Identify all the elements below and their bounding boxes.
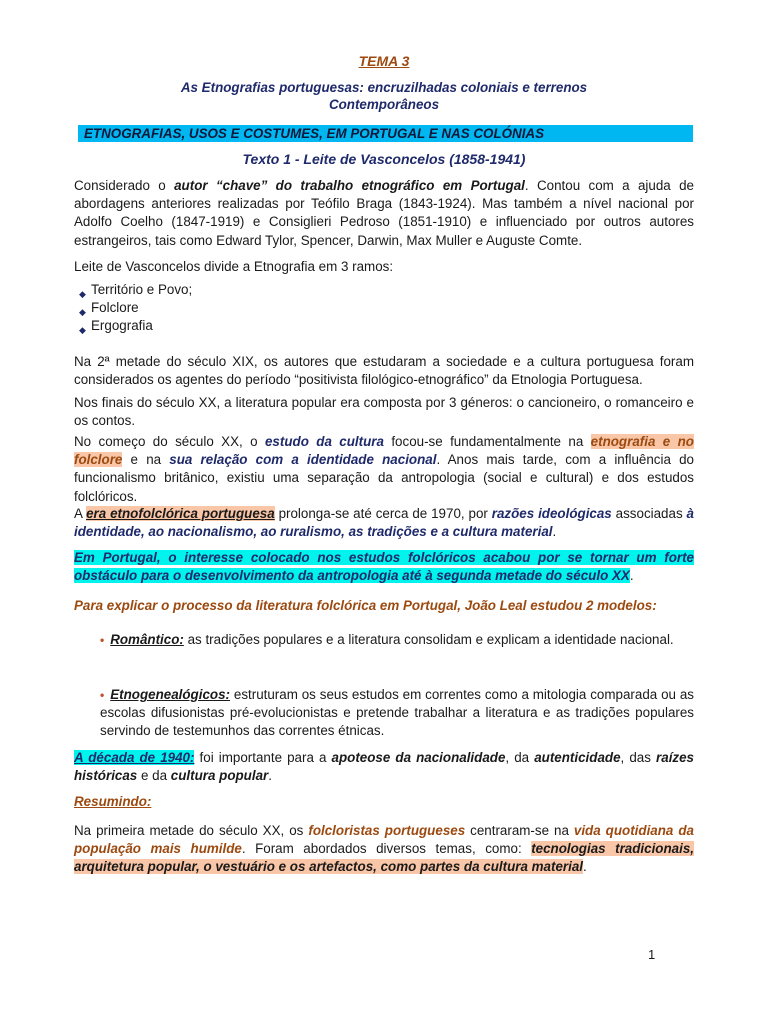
p5-text-a: No começo do século XX, o: [74, 434, 265, 449]
p10-folcloristas: folcloristas portugueses: [308, 823, 466, 838]
p9-cultura-popular: cultura popular: [170, 768, 269, 784]
ramo-label: Folclore: [91, 300, 139, 316]
p10-temas: tecnologias tradicionais, arquitetura popular, o vestuário e os artefactos, como partes da cultura material: [74, 841, 694, 875]
model1-term: Romântico:: [110, 632, 184, 647]
p5-text-e: e na: [122, 452, 170, 468]
p6-text-c: prolonga-se até cerca de 1970, por: [274, 506, 492, 521]
list-item: [74, 281, 694, 299]
texto1-heading: [74, 150, 694, 169]
subtitle-line-2: Contemporâneos: [328, 97, 440, 112]
subtitle-line-1: As Etnografias portuguesas: encruzilhadas coloniais e terrenos: [180, 80, 588, 95]
p9-autenticidade: autenticidade: [534, 750, 621, 765]
p6-razoes-ideologicas: razões ideológicas: [491, 506, 612, 521]
p6-text-a: A: [74, 506, 87, 521]
p7-highlight: Em Portugal, o interesse colocado nos estudos folclóricos acabou por se tornar um forte obstáculo para o desenvolvimento da antropologia até à segunda metade do século XX: [74, 550, 694, 584]
diamond-bullet-icon: ◆: [79, 325, 86, 336]
p10-vida-quotidiana: vida quotidiana da população mais humilde: [74, 823, 694, 857]
p10-text-e: . Foram abordados diversos temas, como:: [241, 841, 532, 857]
round-bullet-icon: •: [100, 633, 105, 647]
list-item: [74, 299, 694, 317]
paragraph-intro: [74, 177, 694, 250]
tema-title: TEMA 3: [358, 53, 410, 69]
ramos-list-wrap: [74, 281, 694, 336]
p10-text-a: Na primeira metade do século XX, os: [74, 823, 309, 838]
p9-decada: A década de 1940:: [74, 750, 195, 765]
topic-heading: [74, 52, 694, 71]
paragraph-modelos-intro: [74, 597, 694, 615]
model1-text: as tradições populares e a literatura consolidam e explicam a identidade nacional.: [183, 632, 674, 647]
paragraph-era-etnofolclorica: [74, 505, 694, 541]
p9-text-d: , da: [505, 750, 535, 765]
paragraph-decada-1940: [74, 749, 694, 785]
document-subtitle: [74, 79, 694, 113]
page-number: 1: [648, 947, 656, 962]
diamond-bullet-icon: ◆: [79, 289, 86, 299]
p9-text-b: foi importante para a: [194, 750, 332, 765]
model2-term: Etnogenealógicos:: [110, 687, 230, 702]
paragraph-seculo-xx: Nos finais do século XX, a literatura popular era composta por 3 géneros: o cancioneiro, o romanceiro e os contos.: [74, 395, 694, 429]
resumindo-label: Resumindo:: [74, 794, 152, 809]
p7-end: .: [629, 568, 634, 584]
paragraph-estudo-cultura: [74, 433, 694, 506]
list-item: [74, 317, 694, 335]
p5-etnografia-folclore: etnografia e no folclore: [74, 434, 694, 468]
p9-raizes: raízes históricas: [74, 750, 694, 784]
ramo-label: Território e Povo;: [91, 282, 193, 297]
p6-text-e: associadas: [611, 506, 687, 521]
p5-identidade-nacional: sua relação com a identidade nacional: [169, 452, 437, 468]
model2-text: estruturam os seus estudos em correntes como a mitologia comparada ou as escolas difusionistas pré-evolucionistas e pretende trabalhar a literatura e as tradições populares servindo de testemunhos das correntes étnicas.: [100, 687, 694, 739]
p1-emphasis: autor “chave” do trabalho etnográfico em Portugal: [174, 178, 525, 193]
p10-text-g: .: [583, 859, 587, 875]
model-romantico: [100, 631, 694, 649]
paragraph-resumo: [74, 822, 694, 877]
paragraph-seculo-xix: Na 2ª metade do século XIX, os autores que estudaram a sociedade e a cultura portuguesa foram considerados os agentes do período “positivista filológico-etnográfico” da Etnologia Portuguesa.: [74, 354, 694, 388]
diamond-bullet-icon: ◆: [79, 307, 86, 318]
paragraph-ramos-intro: Leite de Vasconcelos divide a Etnografia em 3 ramos:: [74, 259, 394, 274]
section-band: ETNOGRAFIAS, USOS E COSTUMES, EM PORTUGAL E NAS COLÓNIAS: [78, 125, 693, 142]
resumindo-heading: [74, 793, 694, 811]
p9-text-j: .: [268, 768, 272, 784]
p8-heading: Para explicar o processo da literatura folclórica em Portugal, João Leal estudou 2 modelos:: [74, 598, 657, 613]
model-etnogenealogicos: [100, 686, 694, 741]
round-bullet-icon: •: [100, 688, 105, 702]
paragraph-obstaculo: [74, 549, 694, 585]
p6-text-g: .: [552, 524, 557, 540]
p1-text-a: Considerado o: [74, 178, 175, 193]
p9-text-f: , das: [620, 750, 657, 765]
p6-identidade-list: à identidade, ao nacionalismo, ao ruralismo, as tradições e a cultura material: [74, 506, 694, 540]
ramos-list: [74, 281, 694, 336]
p5-text-c: focou-se fundamentalmente na: [383, 434, 591, 449]
p9-apoteose: apoteose da nacionalidade: [331, 750, 506, 765]
p5-text-g: . Anos mais tarde, com a influência do funcionalismo britânico, existiu uma separação da antropologia (social e cultural) e dos estudos folclóricos.: [74, 452, 694, 504]
p9-text-h: e da: [137, 768, 171, 784]
p10-text-c: centraram-se na: [465, 823, 574, 838]
p6-era-etnofolclorica: era etnofolclórica portuguesa: [86, 506, 275, 521]
ramo-label: Ergografia: [91, 318, 153, 334]
texto1-title: Texto 1 - Leite de Vasconcelos (1858-1941): [242, 151, 526, 167]
p5-estudo-cultura: estudo da cultura: [264, 434, 384, 449]
p1-text-c: . Contou com a ajuda de abordagens anteriores realizadas por Teófilo Braga (1843-1924). Mas também a nível nacional por Adolfo Coelho (1847-1919) e Consiglieri Pedroso (1851-1910) e influenciado por outros autores estrangeiros, tais como Edward Tylor, Spencer, Darwin, Max Muller e Auguste Comte.: [74, 178, 694, 248]
